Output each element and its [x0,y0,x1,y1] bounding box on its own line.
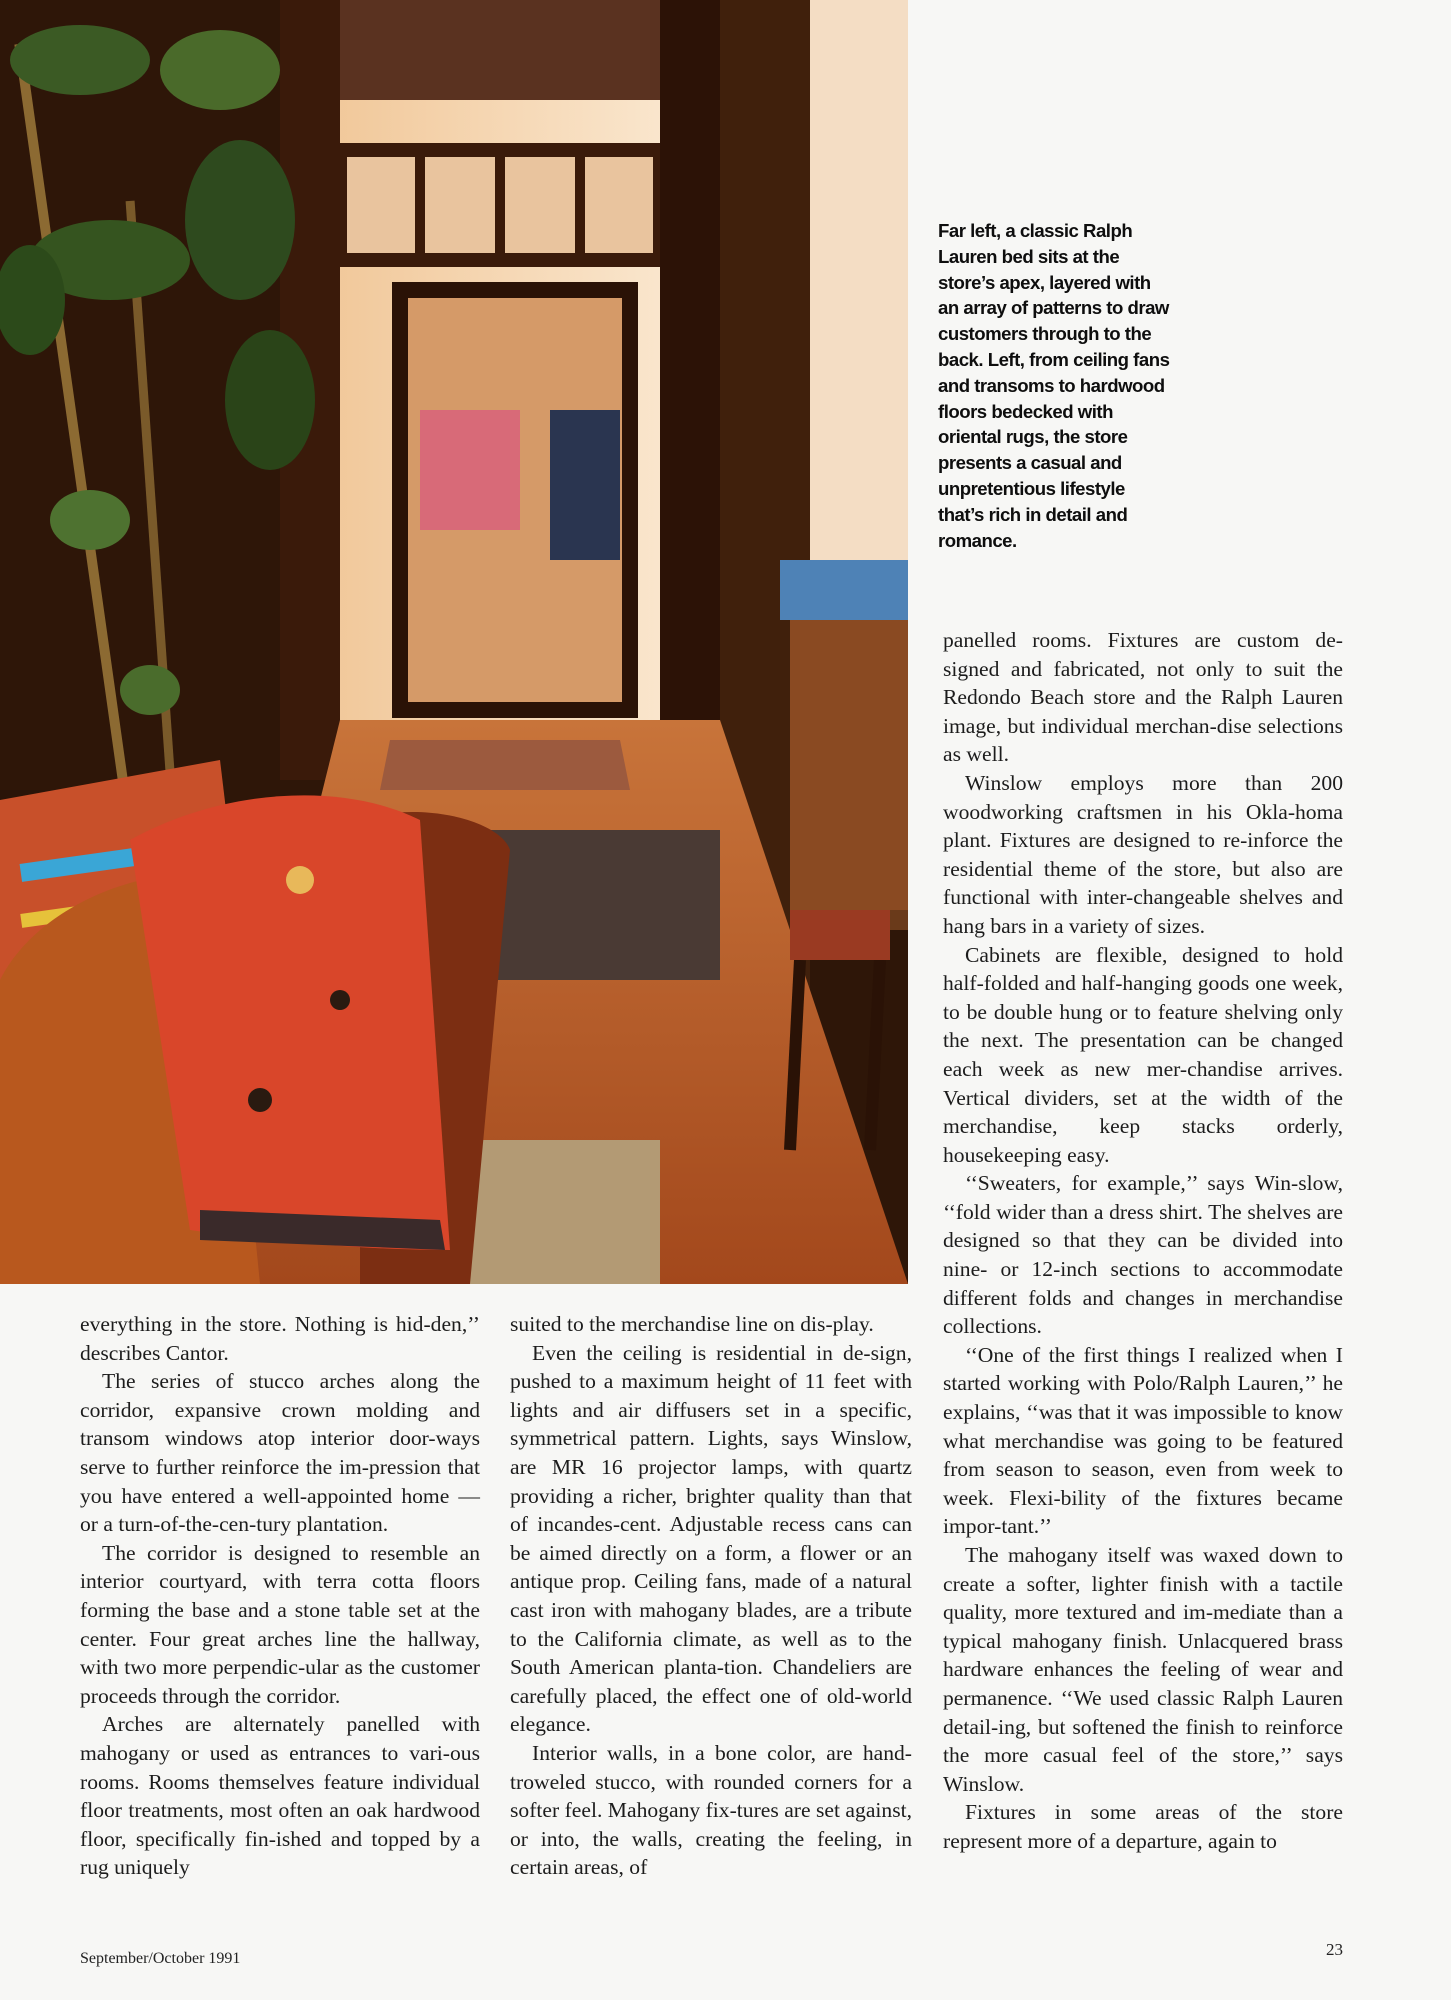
paragraph: Interior walls, in a bone color, are hand-troweled stucco, with rounded corners for a softer feel. Mahogany fix-tures are set against, or into, the walls, creating the feeling, in certain areas, of [510,1740,912,1880]
photo-caption: Far left, a classic Ralph Lauren bed sits at the store’s apex, layered with an array of patterns to draw customers through to the back. Left, from ceiling fans and transoms to hardwood floors bedecked with oriental rugs, the store presents a casual and unpretentious lifestyle that’s rich in detail and romance. [938,220,1170,551]
store-interior-photo [0,0,908,1284]
paragraph: suited to the merchandise line on dis-play. [510,1312,874,1336]
paragraph: Fixtures in some areas of the store represent more of a departure, again to [943,1800,1343,1853]
paragraph: Cabinets are flexible, designed to hold half-folded and half-hanging goods one week, to be double hung or to feature shelving only the next. The presentation can be changed each week as new mer-chandise arrives. Vertical dividers, set at the width of the merchandise, keep stacks orderly, housekeeping easy. [943,942,1343,1167]
issue-date: September/October 1991 [80,1950,241,1967]
paragraph: Even the ceiling is residential in de-sign, pushed to a maximum height of 11 feet with lights and air diffusers set in a specific, symmetrical pattern. Lights, says Winslow, are MR 16 projector lamps, with quartz providing a richer, brighter quality than that of incandes-cent. Adjustable recess cans can be aimed directly on a form, a flower or an antique prop. Ceiling fans, made of a natural cast iron with mahogany blades, are a tribute to the California climate, as well as to the South American planta-tion. Chandeliers are carefully placed, the effect one of old-world elegance. [510,1340,912,1737]
paragraph: Winslow employs more than 200 woodworking craftsmen in his Okla-homa plant. Fixtures are designed to re-inforce the residential theme of the store, but also are functional with inter-changeable shelves and hang bars in a variety of sizes. [943,770,1343,938]
paragraph: panelled rooms. Fixtures are custom de-signed and fabricated, not only to suit the Redondo Beach store and the Ralph Lauren image, but individual merchan-dise selections as well. [943,628,1343,767]
page-number: 23 [1326,1940,1343,1959]
paragraph: everything in the store. Nothing is hid-den,’’ describes Cantor. [80,1312,480,1365]
text-column-2 [510,1310,912,1882]
paragraph: Arches are alternately panelled with mahogany or used as entrances to vari-ous rooms. Rooms themselves feature individual floor treatments, most often an oak hardwood floor, specifically fin-ished and topped by a rug uniquely [80,1712,480,1880]
paragraph: The series of stucco arches along the corridor, expansive crown molding and transom windows atop interior door-ways serve to further reinforce the im-pression that you have entered a well-appointed home — or a turn-of-the-cen-tury plantation. [80,1369,480,1537]
paragraph: The mahogany itself was waxed down to create a softer, lighter finish with a tactile quality, more textured and im-mediate than a typical mahogany finish. Unlacquered brass hardware enhances the feeling of wear and permanence. ‘‘We used classic Ralph Lauren detail-ing, but softened the finish to reinforce the more casual feel of the store,’’ says Winslow. [943,1543,1343,1796]
text-column-1 [80,1310,480,1882]
paragraph: ‘‘One of the first things I realized when I started working with Polo/Ralph Lauren,’’ he explains, ‘‘was that it was impossible to know what merchandise was going to be featured from season to season, even from week to week. Flexi-bility of the fixtures became impor-tant.’’ [943,1342,1343,1539]
paragraph: ‘‘Sweaters, for example,’’ says Win-slow, ‘‘fold wider than a dress shirt. The shelves are designed so that they can be divided into nine- or 12-inch sections to accommodate different folds and changes in merchandise collections. [943,1171,1343,1339]
paragraph: The corridor is designed to resemble an interior courtyard, with terra cotta floors forming the base and a stone table set at the center. Four great arches line the hallway, with two more perpendic-ular as the customer proceeds through the corridor. [80,1540,480,1708]
text-column-3 [943,626,1343,1856]
